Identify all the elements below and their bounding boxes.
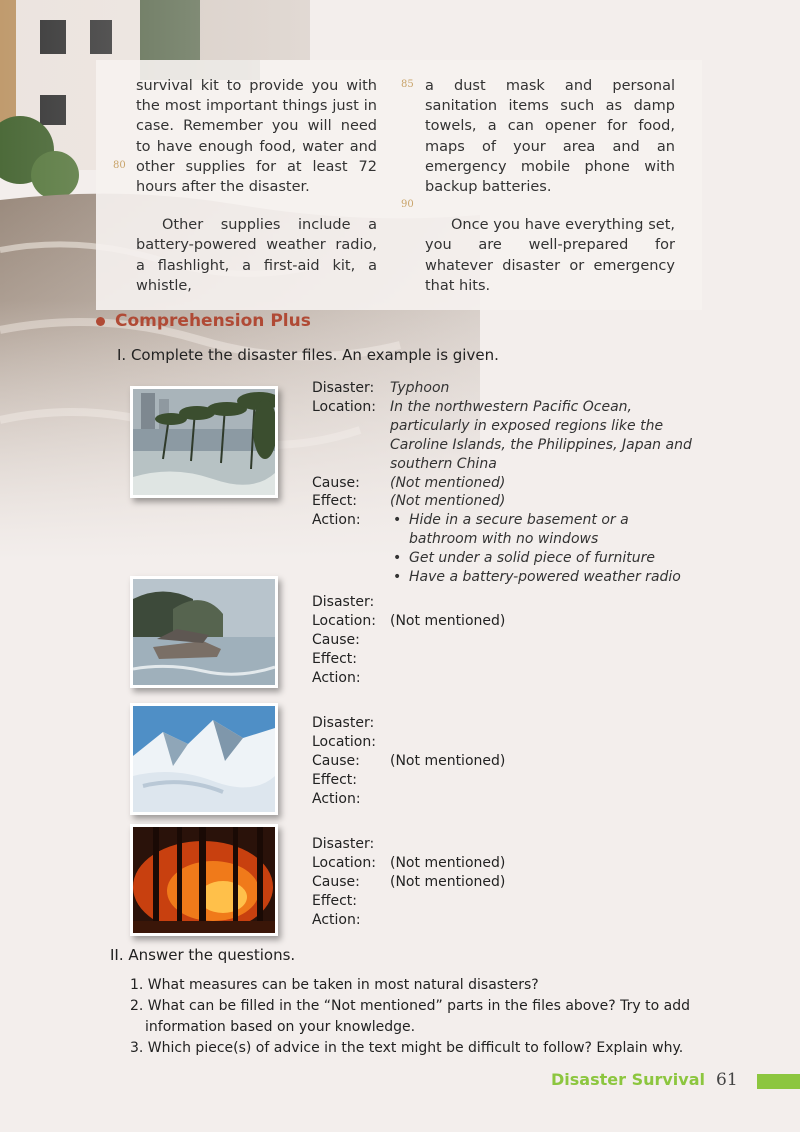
reading-column-left xyxy=(136,76,377,296)
effect-value: (Not mentioned) xyxy=(390,493,506,510)
bullet-icon xyxy=(96,317,105,326)
disaster-file-3 xyxy=(312,714,697,809)
disaster-value: Typhoon xyxy=(390,380,450,396)
location-value: In the northwestern Pacific Ocean, particularly in exposed regions like the Caroline Islands, the Philippines, Japan and southern China xyxy=(390,398,692,472)
action-item: • Get under a solid piece of furniture xyxy=(390,549,697,568)
task-2-instruction: II. Answer the questions. xyxy=(110,946,296,964)
typhoon-photo xyxy=(130,386,278,498)
reading-paragraph: a dust mask and personal sanitation items such as damp towels, a can opener for food, maps of your area and an emergency mobile phone with backup batteries. xyxy=(425,78,675,196)
field-label: Effect: xyxy=(312,771,358,788)
avalanche-photo xyxy=(130,703,278,815)
reading-paragraph: survival kit to provide you with the most important things just in case. Remember you will need to have enough food, water and other supplies for at least 72 hours after the disaster. xyxy=(136,78,377,196)
cause-value: (Not mentioned) xyxy=(390,873,506,890)
line-number: 80 xyxy=(113,160,126,171)
disaster-file-1 xyxy=(312,379,697,587)
field-label: Location: xyxy=(312,398,376,415)
task-1-instruction: I. Complete the disaster files. An example is given. xyxy=(117,346,499,364)
section-title: Comprehension Plus xyxy=(115,311,311,331)
cause-value: (Not mentioned) xyxy=(390,474,506,491)
field-label: Action: xyxy=(312,790,361,807)
location-value: (Not mentioned) xyxy=(390,854,506,871)
section-heading xyxy=(96,311,311,331)
field-label: Action: xyxy=(312,512,361,529)
page-number: 61 xyxy=(716,1070,738,1090)
disaster-file-4 xyxy=(312,835,697,930)
cause-value: (Not mentioned) xyxy=(390,752,506,769)
field-label: Disaster: xyxy=(312,836,375,852)
question-list xyxy=(130,975,690,1059)
field-label: Disaster: xyxy=(312,380,375,396)
line-number: 85 xyxy=(401,79,414,90)
line-number: 90 xyxy=(401,199,414,210)
location-value: (Not mentioned) xyxy=(390,612,506,629)
field-label: Cause: xyxy=(312,474,360,491)
question-item: 1. What measures can be taken in most natural disasters? xyxy=(130,977,539,993)
action-item: • Hide in a secure basement or a bathroom with no windows xyxy=(390,511,697,549)
field-label: Effect: xyxy=(312,493,358,510)
tsunami-photo xyxy=(130,576,278,688)
wildfire-photo xyxy=(130,824,278,936)
field-label: Cause: xyxy=(312,631,360,648)
field-label: Disaster: xyxy=(312,715,375,731)
field-label: Cause: xyxy=(312,873,360,890)
unit-title: Disaster Survival xyxy=(551,1070,705,1089)
disaster-file-2 xyxy=(312,593,697,688)
field-label: Location: xyxy=(312,733,376,750)
reading-paragraph: Once you have everything set, you are well-prepared for whatever disaster or emergency that hits. xyxy=(425,217,675,294)
action-list xyxy=(390,511,697,587)
reading-column-right xyxy=(425,76,675,296)
field-label: Effect: xyxy=(312,892,358,909)
field-label: Effect: xyxy=(312,650,358,667)
question-item: 3. Which piece(s) of advice in the text might be difficult to follow? Explain why. xyxy=(130,1040,684,1056)
field-label: Action: xyxy=(312,669,361,686)
question-item: 2. What can be filled in the “Not mentioned” parts in the files above? Try to add information based on your knowledge. xyxy=(130,998,690,1035)
footer-accent-bar xyxy=(757,1074,800,1089)
reading-paragraph: Other supplies include a battery-powered weather radio, a flashlight, a first-aid kit, a whistle, xyxy=(136,217,377,294)
field-label: Cause: xyxy=(312,752,360,769)
field-label: Location: xyxy=(312,854,376,871)
field-label: Action: xyxy=(312,911,361,928)
action-item: • Have a battery-powered weather radio xyxy=(390,568,697,587)
field-label: Location: xyxy=(312,612,376,629)
field-label: Disaster: xyxy=(312,594,375,610)
